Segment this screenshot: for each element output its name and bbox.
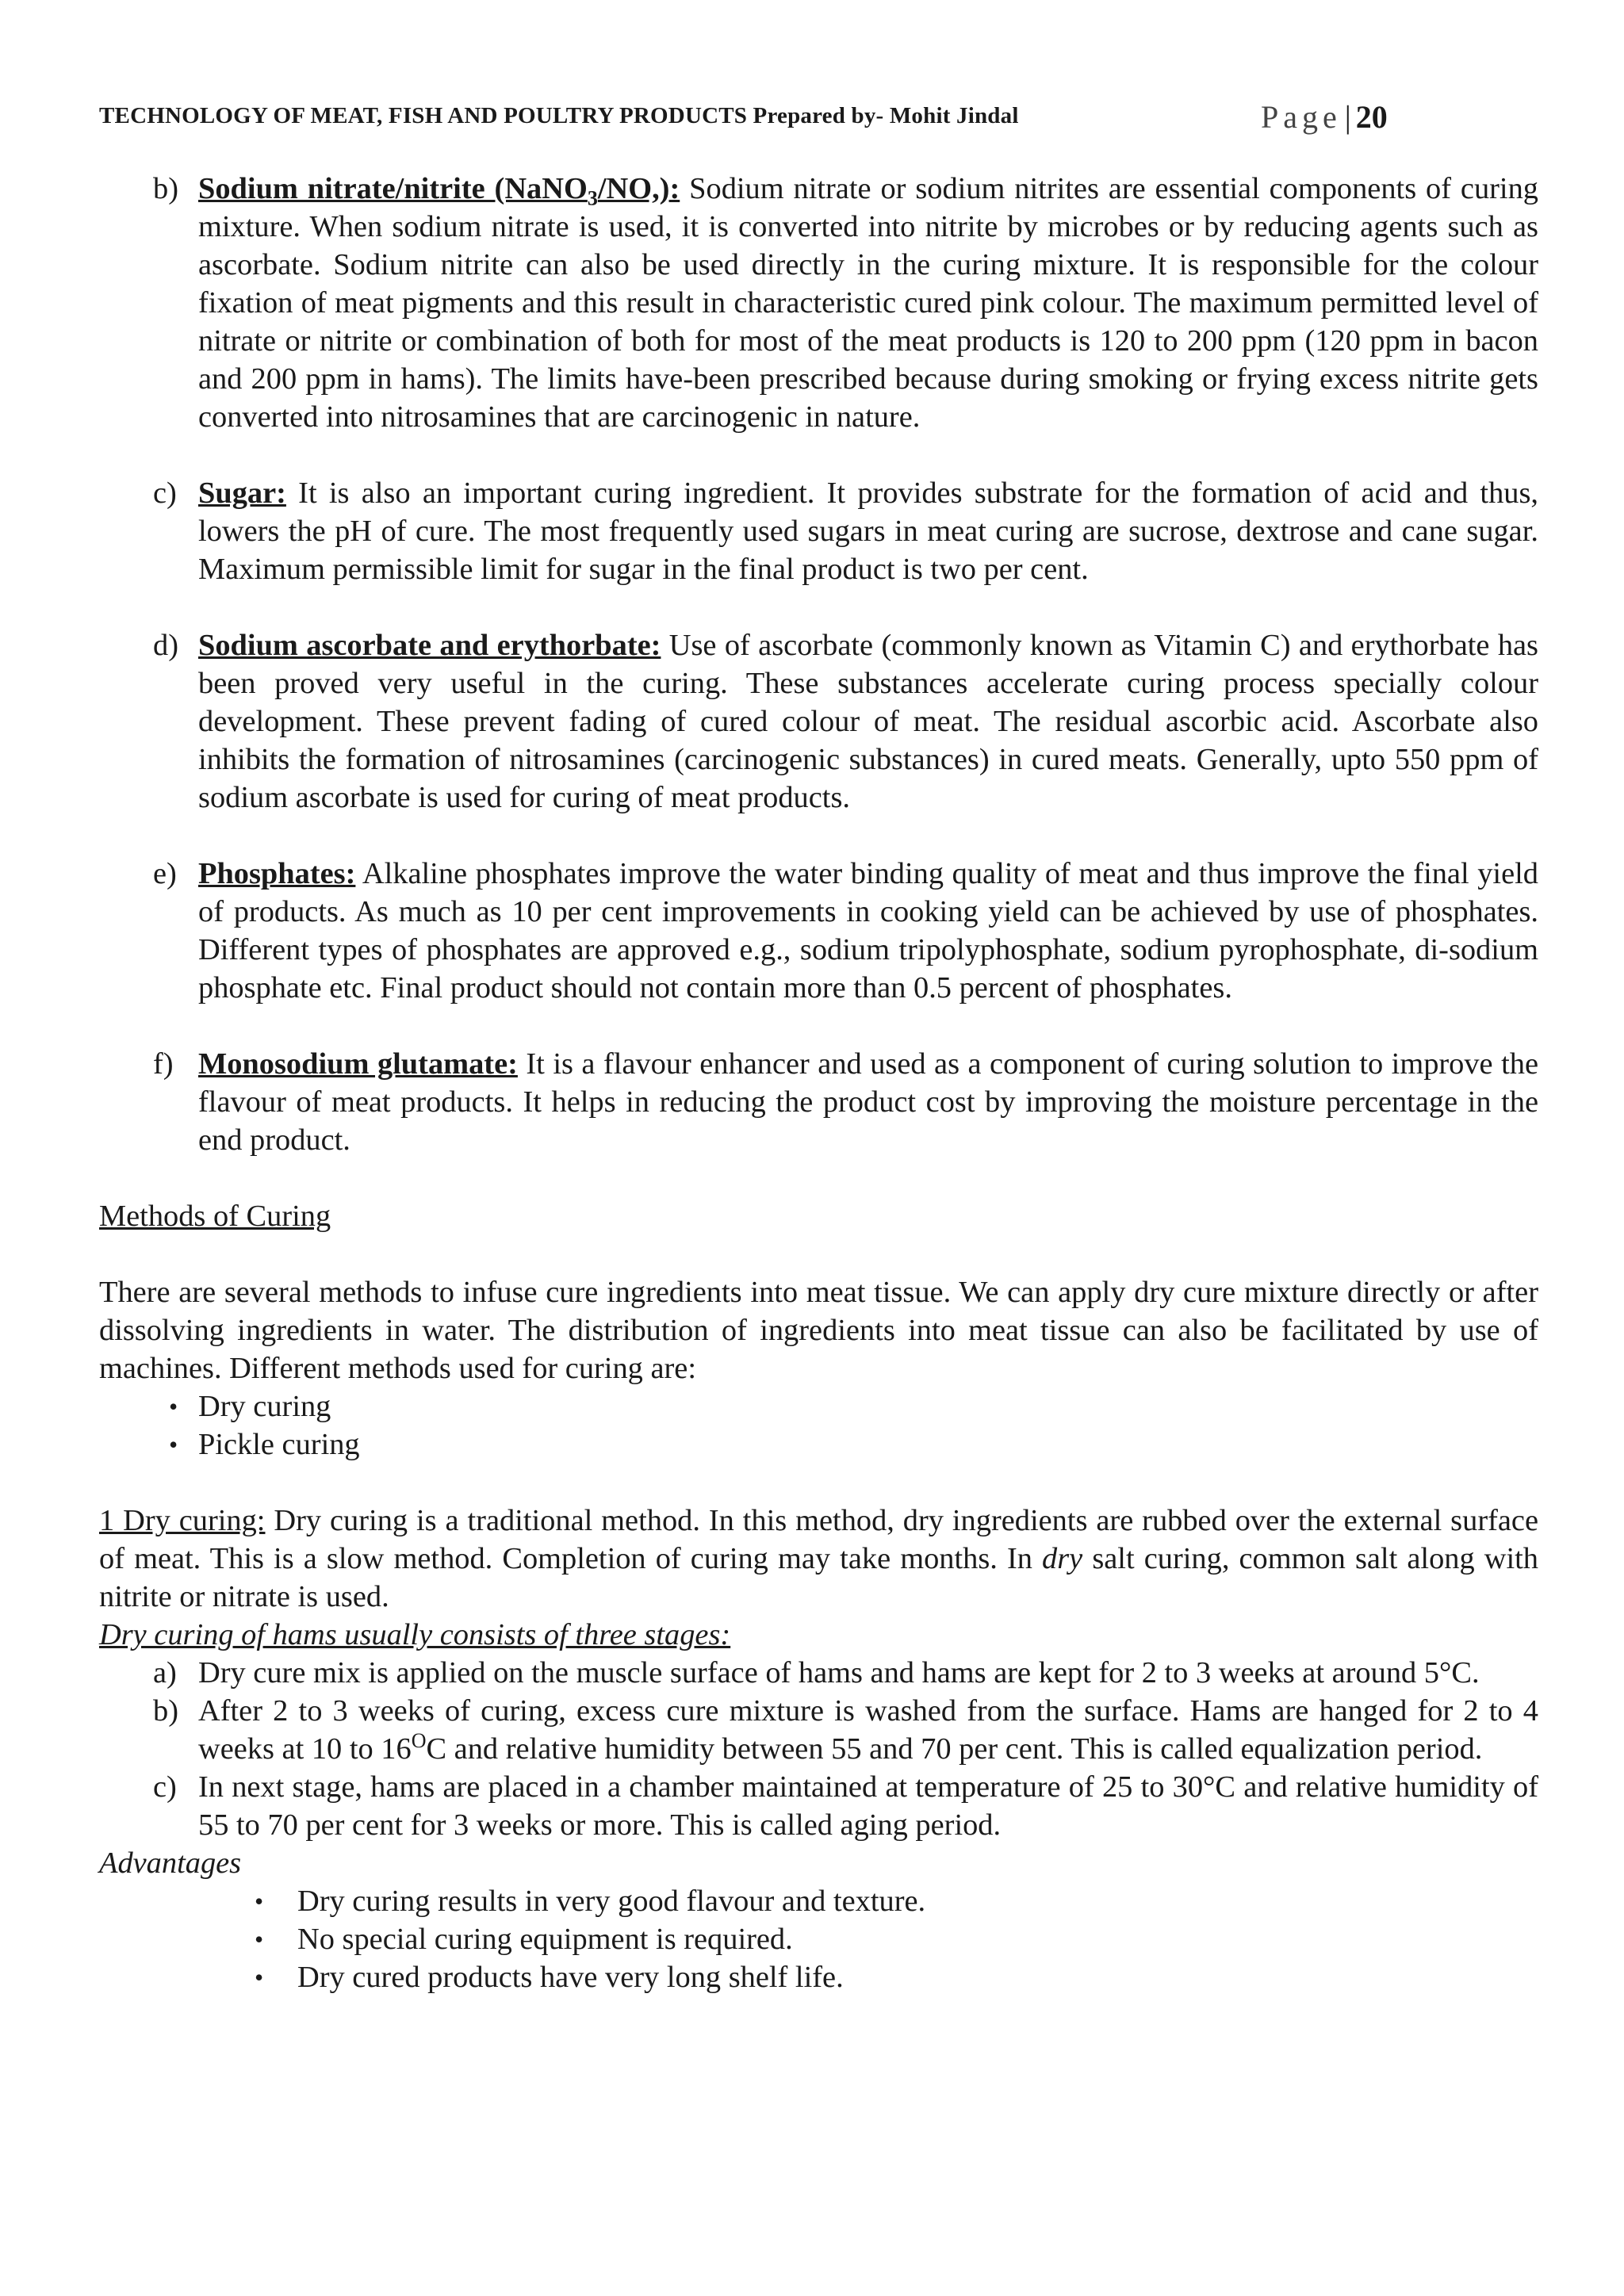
- spacer: [99, 588, 1538, 626]
- dry-curing-text-end: salt curing, common salt along with nitrite or nitrate is used.: [99, 1542, 1539, 1613]
- advantages-list: [99, 1882, 1538, 1996]
- item-text: It is a flavour enhancer and used as a component of curing solution to improve the flavour of meat products. It helps in reducing the product cost by improving the moisture percentage in the end product.: [198, 1047, 1538, 1157]
- item-text: Use of ascorbate (commonly known as Vitamin C) and erythorbate has been proved very useful in the curing. These substances accelerate curing process specially colour development. These prevent fading of cured colour of meat. The residual ascorbic acid. Ascorbate also inhibits the formation of nitrosamines (carcinogenic substances) in cured meats. Generally, upto 550 ppm of sodium ascorbate is used for curing of meat products.: [198, 629, 1538, 814]
- item-text-end: C and relative humidity between 55 and 70 per cent. This is called equalization period.: [426, 1732, 1483, 1766]
- stages-heading: [99, 1616, 1538, 1654]
- spacer: [99, 1007, 1538, 1045]
- stage-item: [99, 1768, 1538, 1844]
- spacer: [99, 1159, 1538, 1197]
- item-text: Dry cure mix is applied on the muscle surface of hams and hams are kept for 2 to 3 weeks at around 5°C.: [198, 1656, 1480, 1689]
- curing-item-msg: [99, 1045, 1538, 1159]
- list-item: [99, 1387, 1538, 1425]
- term-subscript: 3: [587, 186, 598, 210]
- dry-curing-paragraph: [99, 1502, 1538, 1616]
- page-header: [99, 98, 1439, 138]
- list-item-text: Dry curing results in very good flavour and texture.: [297, 1885, 926, 1918]
- dry-curing-label: 1 Dry curing:: [99, 1504, 266, 1537]
- methods-intro: There are several methods to infuse cure ingredients into meat tissue. We can apply dry cure mixture directly or after dissolving ingredients in water. The distribution of ingredients into meat tissue can also be facilitated by use of machines. Different methods used for curing are:: [99, 1276, 1538, 1385]
- item-marker: f): [153, 1047, 174, 1081]
- spacer: [99, 1235, 1538, 1273]
- list-item: [99, 1958, 1538, 1996]
- curing-item-sugar: [99, 474, 1538, 588]
- running-title: TECHNOLOGY OF MEAT, FISH AND POULTRY PRODUCTS Prepared by- Mohit Jindal: [99, 103, 1019, 128]
- bullet-icon: •: [169, 1392, 178, 1421]
- item-marker: e): [153, 857, 177, 890]
- bullet-icon: •: [169, 1430, 178, 1459]
- term-text: Sodium nitrate/nitrite (NaNO: [198, 172, 588, 205]
- item-marker: b): [153, 172, 178, 205]
- item-marker: b): [153, 1694, 178, 1728]
- term-text-end: /NO,):: [597, 172, 680, 205]
- page-number: 20: [1355, 99, 1388, 135]
- item-term: Sugar:: [198, 476, 286, 510]
- page-word: Page: [1261, 99, 1342, 135]
- item-text: After 2 to 3 weeks of curing, excess cure mixture is washed from the surface. Hams are hanged for 2 to 4 weeks at 10 to 16: [198, 1694, 1538, 1766]
- page-number-label: [1261, 98, 1388, 136]
- item-term: [198, 172, 680, 210]
- item-text: In next stage, hams are placed in a chamber maintained at temperature of 25 to 30°C and relative humidity of 55 to 70 per cent for 3 weeks or more. This is called aging period.: [198, 1770, 1538, 1842]
- item-text: Sodium nitrate or sodium nitrites are essential components of curing mixture. When sodium nitrate is used, it is converted into nitrite by microbes or by reducing agents such as ascorbate. Sodium nitrite can also be used directly in the curing mixture. It is responsible for the colour fixation of meat pigments and this result in characteristic cured pink colour. The maximum permitted level of nitrate or nitrite or combination of both for most of the meat products is 120 to 200 ppm (120 ppm in bacon and 200 ppm in hams). The limits have-been prescribed because during smoking or frying excess nitrite gets converted into nitrosamines that are carcinogenic in nature.: [198, 172, 1538, 434]
- list-item: [99, 1882, 1538, 1920]
- curing-item-sodium-nitrate: [99, 170, 1538, 436]
- bullet-icon: •: [255, 1925, 264, 1954]
- item-term: Sodium ascorbate and erythorbate:: [198, 629, 661, 662]
- superscript: O: [411, 1729, 427, 1753]
- spacer: [99, 1464, 1538, 1502]
- stages-heading-text: Dry curing of hams usually consists of three stages:: [99, 1618, 731, 1651]
- list-item: [99, 1425, 1538, 1464]
- methods-list: [99, 1387, 1538, 1464]
- methods-heading: [99, 1197, 1538, 1235]
- advantages-heading-text: Advantages: [99, 1846, 242, 1880]
- page-number-separator: |: [1344, 99, 1351, 135]
- list-item-text: Dry cured products have very long shelf life.: [297, 1961, 844, 1994]
- item-marker: d): [153, 629, 178, 662]
- list-item-text: No special curing equipment is required.: [297, 1923, 793, 1956]
- item-text: It is also an important curing ingredient. It provides substrate for the formation of acid and thus, lowers the pH of cure. The most frequently used sugars in meat curing are sucrose, dextrose and cane sugar. Maximum permissible limit for sugar in the final product is two per cent.: [198, 476, 1538, 586]
- list-item-text: Pickle curing: [198, 1428, 360, 1461]
- page-body: [99, 170, 1538, 1996]
- dry-curing-text: Dry curing is a traditional method. In this method, dry ingredients are rubbed over the external surface of meat. This is a slow method. Completion of curing may take months. In: [99, 1504, 1539, 1575]
- bullet-icon: •: [255, 1963, 264, 1992]
- item-marker: c): [153, 476, 177, 510]
- item-term: Phosphates:: [198, 857, 356, 890]
- item-term: Monosodium glutamate:: [198, 1047, 518, 1081]
- list-item: [99, 1920, 1538, 1958]
- curing-item-phosphates: [99, 855, 1538, 1007]
- bullet-icon: •: [255, 1887, 264, 1915]
- item-marker: c): [153, 1770, 177, 1804]
- spacer: [99, 436, 1538, 474]
- list-item-text: Dry curing: [198, 1390, 331, 1423]
- curing-item-ascorbate: [99, 626, 1538, 817]
- spacer: [99, 817, 1538, 855]
- item-marker: a): [153, 1656, 177, 1689]
- stage-item: [99, 1692, 1538, 1768]
- advantages-heading: [99, 1844, 1538, 1882]
- methods-heading-text: Methods of Curing: [99, 1200, 331, 1233]
- stage-item: [99, 1654, 1538, 1692]
- item-text: Alkaline phosphates improve the water binding quality of meat and thus improve the final yield of products. As much as 10 per cent improvements in cooking yield can be achieved by use of phosphates. Different types of phosphates are approved e.g., sodium tripolyphosphate, sodium pyrophosphate, di-sodium phosphate etc. Final product should not contain more than 0.5 percent of phosphates.: [198, 857, 1538, 1004]
- dry-curing-italic: dry: [1042, 1542, 1083, 1575]
